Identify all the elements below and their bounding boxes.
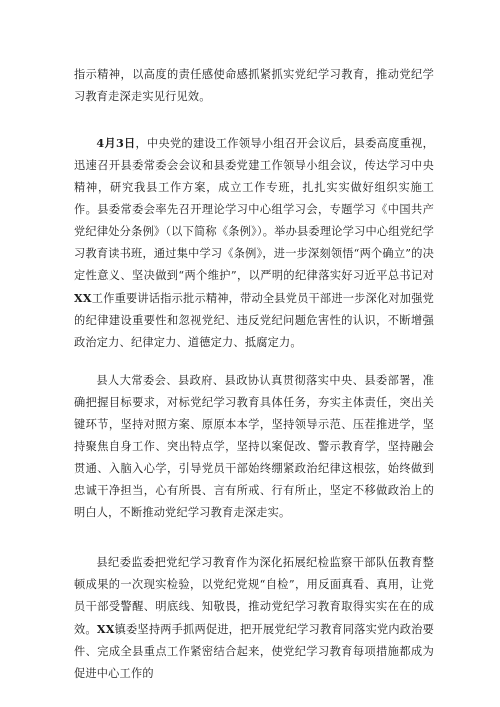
paragraph-2-text: 县人大常委会、县政府、县政协认真贯彻落实中央、县委部署，准确把握目标要求，对标党纪学习教育具体任务，夯实主体责任，突出关键环节，坚持对照方案、原原本本学，坚持领导示范、压茬推进学，坚持聚焦自身工作、突出特点学，坚持以案促改、警示教育学，坚持融会贯通、入脑入心学，引导党员干部始终绷紧政治纪律这根弦，始终做到忠诚干净担当，心有所畏、言有所戒、行有所止，坚定不移做政治上的明白人，不断推动党纪学习教育走深走实。 [74,374,434,519]
paragraph-1-date: 4月3日 [96,136,136,150]
paragraph-3-tail: 镇委坚持两手抓两促进，把开展党纪学习教育同落实党内政治要件、完成全县重点工作紧密结合起来，使党纪学习教育每项措施都成为促进中心工作的 [74,623,434,680]
paragraph-continuation [74,64,434,108]
document-body [74,64,434,685]
paragraph-1-tail: 工作重要讲话指示批示精神，带动全县党员干部进一步深化对加强党的纪律建设重要性和忽视党纪、违反党纪问题危害性的认识，不断增强政治定力、纪律定力、道德定力、抵腐定力。 [74,292,434,349]
paragraph-3-text: 县纪委监委把党纪学习教育作为深化拓展纪检监察干部队伍教育整顿成果的一次现实检验，以党纪党规“自检”，用反面真看、真用，让党员干部受警醒、明底线、知敬畏，推动党纪学习教育取得实实在在的成效。 [74,556,434,636]
paragraph-0-text: 指示精神，以高度的责任感使命感抓紧抓实党纪学习教育，推动党纪学习教育走深走实见行见效。 [74,68,434,103]
paragraph-1-text: ，中央党的建设工作领导小组召开会议后，县委高度重视，迅速召开县委常委会会议和县委党建工作领导小组会议，传达学习中央精神，研究我县工作方案，成立工作专班，扎扎实实做好组织实施工作。县委常委会率先召开理论学习中心组学习会，专题学习《中国共产党纪律处分条例》（以下简称《条例》）。举办县委理论学习中心组党纪学习教育读书班，通过集中学习《条例》，进一步深刻领悟“两个确立”的决定性意义、坚决做到“两个维护”，以严明的纪律落实好习近平总书记对 [74,137,435,282]
paragraph-3 [74,552,434,685]
paragraph-1 [74,132,434,354]
paragraph-3-xx: XX [96,622,115,636]
paragraph-1-xx: XX [74,291,92,305]
paragraph-2 [74,370,434,524]
